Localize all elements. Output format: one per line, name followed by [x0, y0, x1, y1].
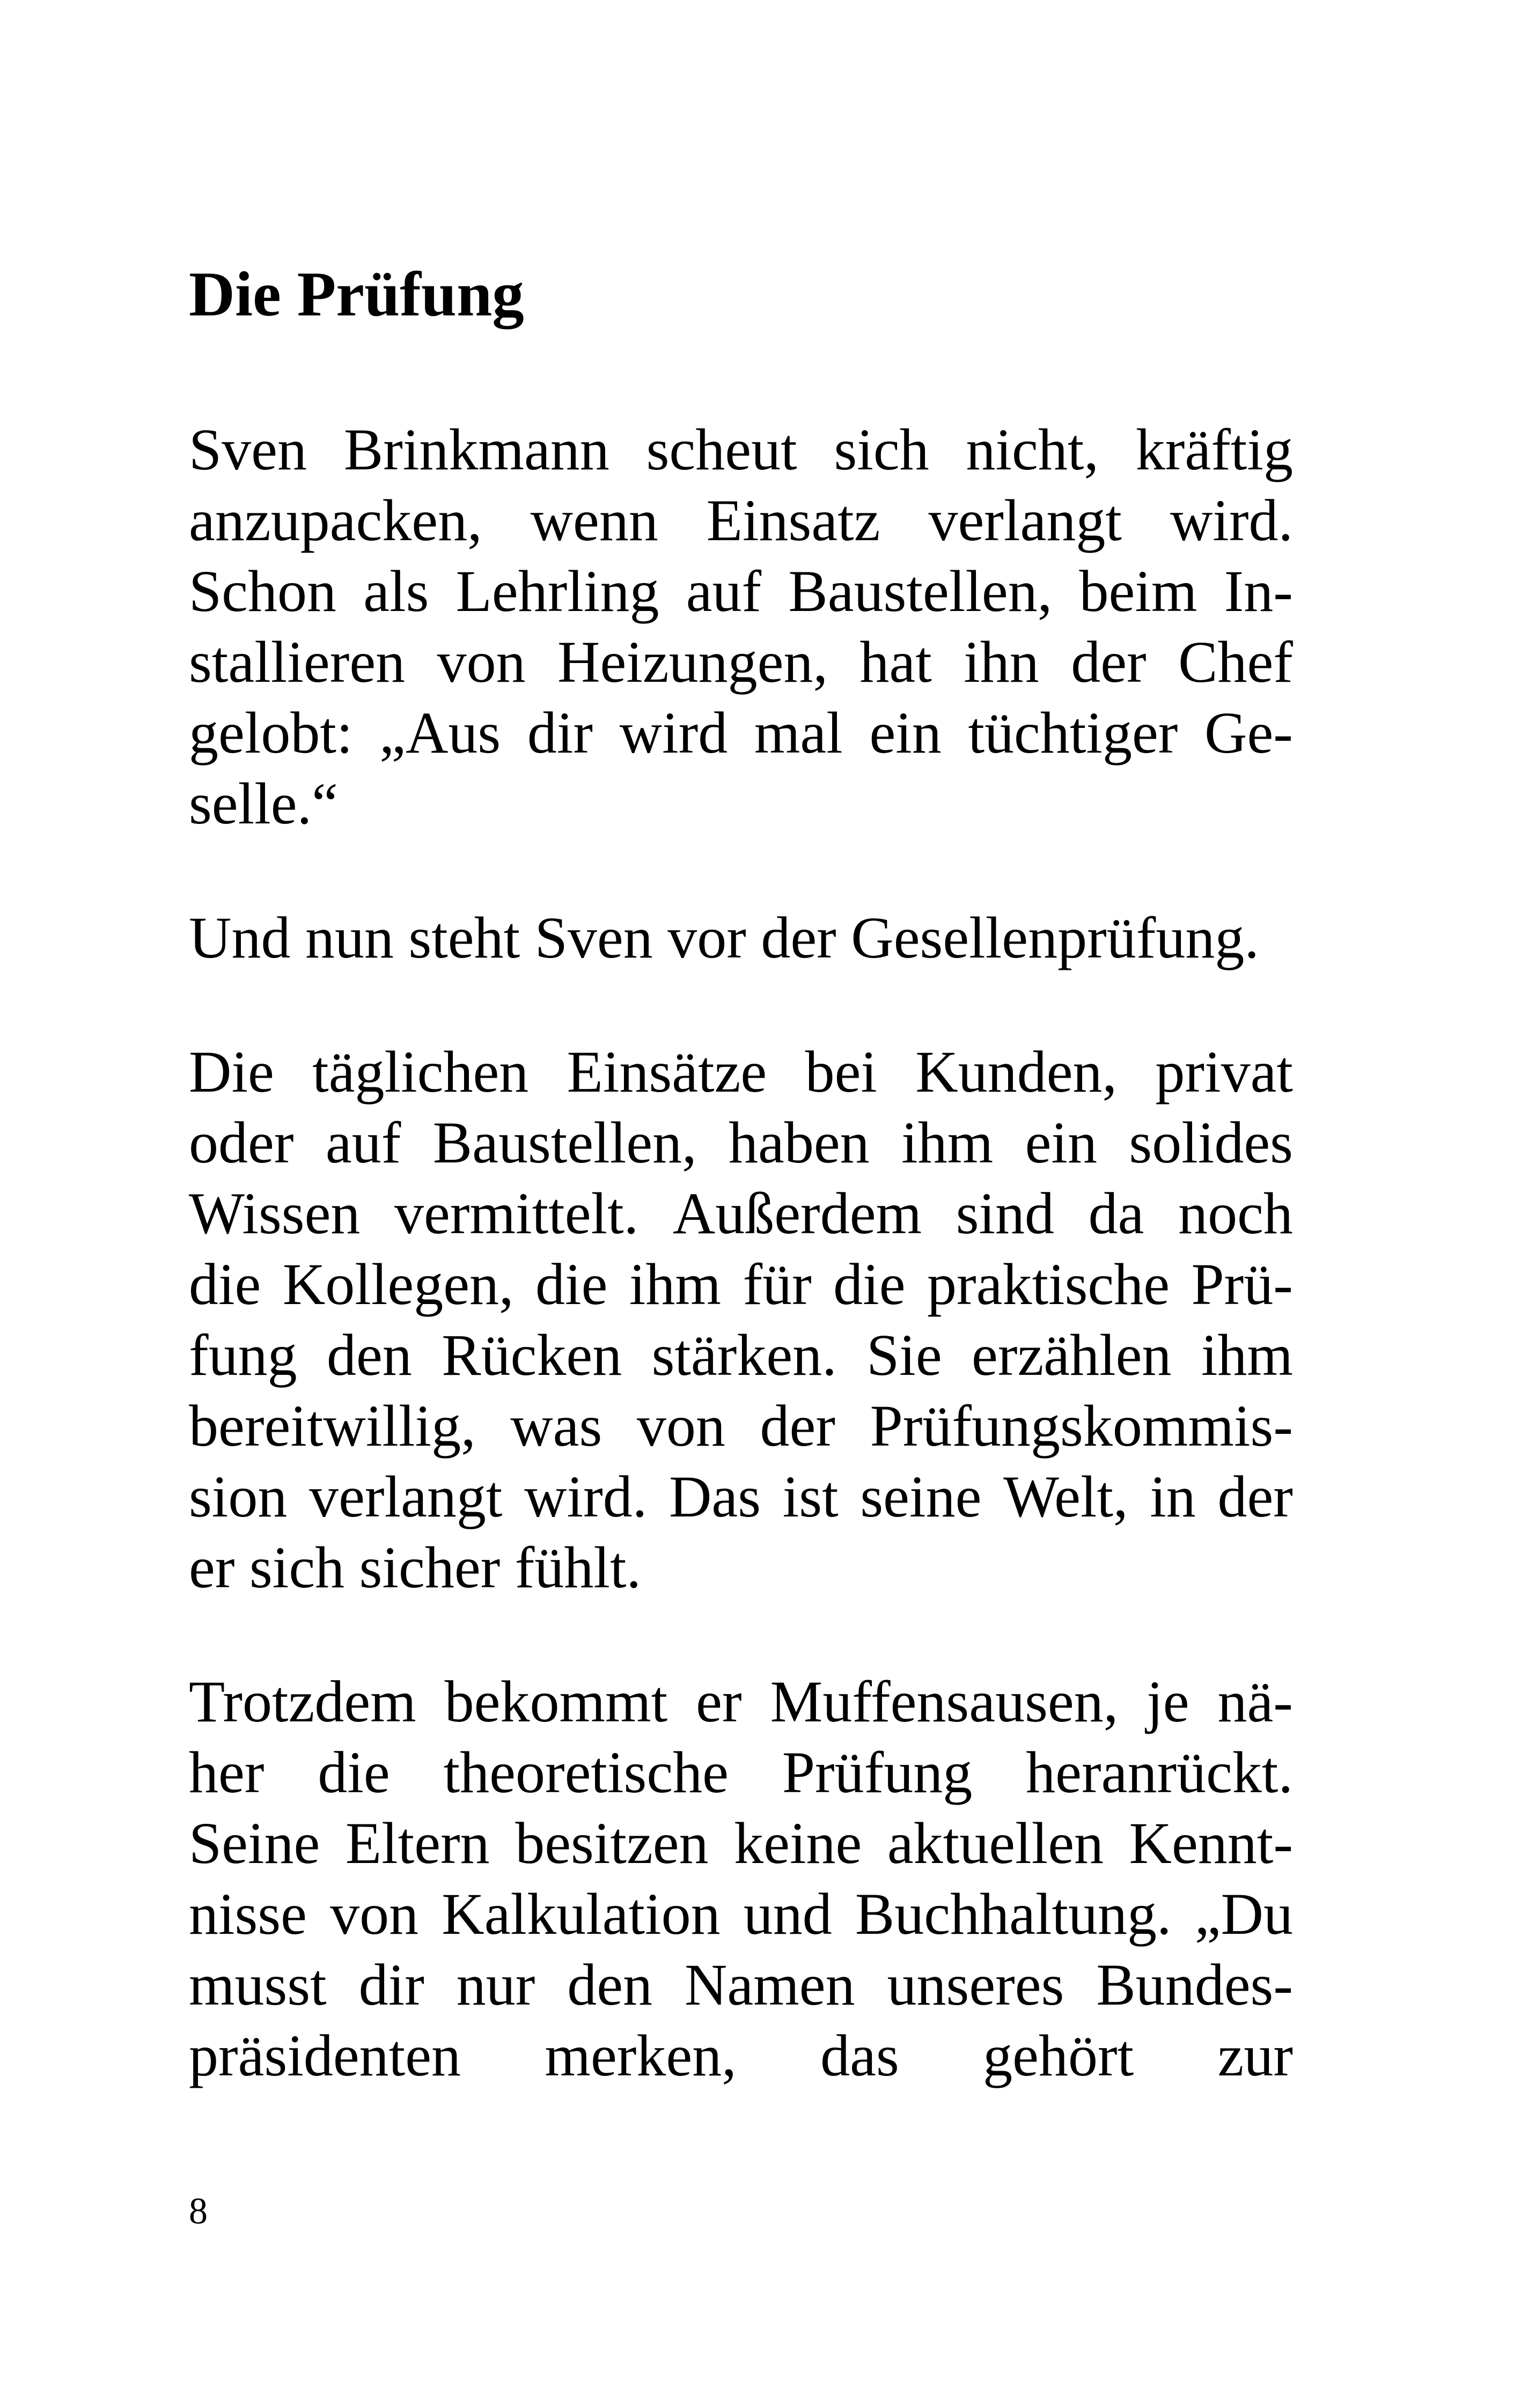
- word: nä-: [1217, 1669, 1293, 1734]
- word: Ge-: [1204, 700, 1293, 765]
- word: Kunden,: [915, 1039, 1118, 1104]
- word: fung: [189, 1322, 297, 1388]
- word: keine: [734, 1810, 862, 1876]
- page-number: 8: [189, 2191, 208, 2232]
- word: heranrückt.: [1026, 1740, 1293, 1805]
- word: aktuellen: [887, 1810, 1104, 1876]
- word: Brinkmann: [343, 417, 609, 482]
- word: bereitwillig,: [189, 1393, 476, 1459]
- word: gelobt:: [189, 700, 353, 765]
- word: der: [760, 1393, 835, 1459]
- word: In-: [1224, 558, 1293, 624]
- word: nicht,: [966, 417, 1099, 482]
- word: dir: [527, 700, 593, 765]
- word: stärken.: [651, 1322, 837, 1388]
- word: Schon: [189, 558, 336, 624]
- word: praktische: [927, 1251, 1170, 1317]
- word: ist: [782, 1464, 839, 1529]
- word: merken,: [545, 2023, 737, 2088]
- word: erzählen: [972, 1322, 1172, 1388]
- word: her: [189, 1740, 264, 1805]
- word: ihn: [964, 629, 1039, 695]
- word: oder: [189, 1110, 294, 1175]
- word: Kalkulation: [442, 1881, 721, 1947]
- word: stallieren: [189, 629, 406, 695]
- word: auf: [325, 1110, 401, 1175]
- word: Außerdem: [672, 1181, 922, 1246]
- word: Sie: [866, 1322, 942, 1388]
- word: haben: [729, 1110, 870, 1175]
- word: auf: [686, 558, 762, 624]
- word: Baustellen,: [788, 558, 1053, 624]
- word: je: [1147, 1669, 1189, 1734]
- word: noch: [1178, 1181, 1293, 1246]
- word: nur: [456, 1952, 535, 2017]
- word: besitzen: [515, 1810, 709, 1876]
- word: Wissen: [189, 1181, 361, 1246]
- word: „Du: [1194, 1881, 1293, 1947]
- text-line: [189, 1319, 1293, 1391]
- word: Eltern: [345, 1810, 490, 1876]
- chapter-title: Die Prüfung: [189, 259, 524, 329]
- word: scheut: [646, 417, 797, 482]
- word: zur: [1217, 2023, 1293, 2088]
- word: vermittelt.: [394, 1181, 639, 1246]
- word: Bundes-: [1096, 1952, 1293, 2017]
- word: Sven: [189, 417, 307, 482]
- word: Die: [189, 1039, 274, 1104]
- word: Buchhaltung.: [855, 1881, 1172, 1947]
- word: von: [437, 629, 526, 695]
- text-line: [189, 1177, 1293, 1250]
- word: bekommt: [444, 1669, 668, 1734]
- word: Das: [668, 1464, 761, 1529]
- text-line: [189, 1035, 1293, 1108]
- text-line: [189, 2019, 1293, 2092]
- word: Baustellen,: [432, 1110, 697, 1175]
- word: ein: [869, 700, 942, 765]
- word: verlangt: [309, 1464, 503, 1529]
- word: als: [363, 558, 429, 624]
- word: wird.: [1170, 488, 1293, 553]
- word: dir: [358, 1952, 424, 2017]
- word: theoretische: [443, 1740, 729, 1805]
- word: beim: [1079, 558, 1197, 624]
- word: von: [330, 1881, 419, 1947]
- word: Prü-: [1191, 1251, 1293, 1317]
- text-line: Und nun steht Sven vor der Gesellenprüfung.: [189, 905, 1259, 970]
- word: Einsätze: [567, 1039, 767, 1104]
- text-line: [189, 1948, 1293, 2021]
- word: musst: [189, 1952, 327, 2017]
- word: ein: [1025, 1110, 1097, 1175]
- word: für: [743, 1251, 812, 1317]
- text-line: [189, 696, 1293, 769]
- word: bei: [805, 1039, 877, 1104]
- word: anzupacken,: [189, 488, 482, 553]
- text-line: er sich sicher fühlt.: [189, 1535, 642, 1600]
- word: ihm: [901, 1110, 994, 1175]
- word: ihm: [1201, 1322, 1293, 1388]
- text-line: [189, 1736, 1293, 1809]
- text-line: [189, 1248, 1293, 1321]
- word: verlangt: [928, 488, 1122, 553]
- word: der: [1071, 629, 1147, 695]
- word: von: [636, 1393, 725, 1459]
- word: was: [510, 1393, 602, 1459]
- text-line: [189, 625, 1293, 698]
- word: das: [820, 2023, 899, 2088]
- word: sind: [956, 1181, 1055, 1246]
- word: sion: [189, 1464, 288, 1529]
- word: Namen: [684, 1952, 855, 2017]
- word: Einsatz: [706, 488, 880, 553]
- word: gehört: [983, 2023, 1134, 2088]
- text-line: selle.“: [189, 771, 338, 836]
- text-line: [189, 1877, 1293, 1950]
- word: wenn: [530, 488, 658, 553]
- word: solides: [1129, 1110, 1293, 1175]
- word: den: [327, 1322, 412, 1388]
- word: die: [189, 1251, 261, 1317]
- word: Trotzdem: [189, 1669, 416, 1734]
- word: der: [1217, 1464, 1293, 1529]
- word: mal: [754, 700, 843, 765]
- text-line: [189, 1389, 1293, 1462]
- word: Chef: [1178, 629, 1293, 695]
- word: Welt,: [1003, 1464, 1128, 1529]
- text-line: [189, 1807, 1293, 1880]
- text-line: [189, 484, 1293, 557]
- word: sich: [834, 417, 929, 482]
- word: tüchtiger: [968, 700, 1178, 765]
- word: er: [696, 1669, 742, 1734]
- word: Heizungen,: [557, 629, 828, 695]
- word: unseres: [887, 1952, 1064, 2017]
- text-line: [189, 1665, 1293, 1738]
- word: nisse: [189, 1881, 307, 1947]
- word: Lehrling: [455, 558, 659, 624]
- word: hat: [859, 629, 932, 695]
- text-line: [189, 413, 1293, 486]
- word: „Aus: [379, 700, 501, 765]
- text-line: [189, 1106, 1293, 1179]
- word: Prüfungskommis-: [870, 1393, 1293, 1459]
- text-line: [189, 1460, 1293, 1533]
- word: privat: [1155, 1039, 1293, 1104]
- word: den: [567, 1952, 653, 2017]
- word: wird: [619, 700, 728, 765]
- word: und: [743, 1881, 832, 1947]
- word: in: [1150, 1464, 1196, 1529]
- word: Kollegen,: [282, 1251, 514, 1317]
- word: die: [833, 1251, 906, 1317]
- word: Rücken: [442, 1322, 622, 1388]
- word: seine: [860, 1464, 982, 1529]
- word: präsidenten: [189, 2023, 461, 2088]
- word: die: [535, 1251, 608, 1317]
- word: Seine: [189, 1810, 320, 1876]
- word: ihm: [629, 1251, 721, 1317]
- word: wird.: [524, 1464, 648, 1529]
- text-line: [189, 555, 1293, 628]
- word: Prüfung: [782, 1740, 973, 1805]
- word: kräftig: [1135, 417, 1293, 482]
- word: da: [1088, 1181, 1144, 1246]
- word: täglichen: [312, 1039, 529, 1104]
- word: Muffensausen,: [770, 1669, 1119, 1734]
- word: die: [318, 1740, 390, 1805]
- word: Kennt-: [1129, 1810, 1293, 1876]
